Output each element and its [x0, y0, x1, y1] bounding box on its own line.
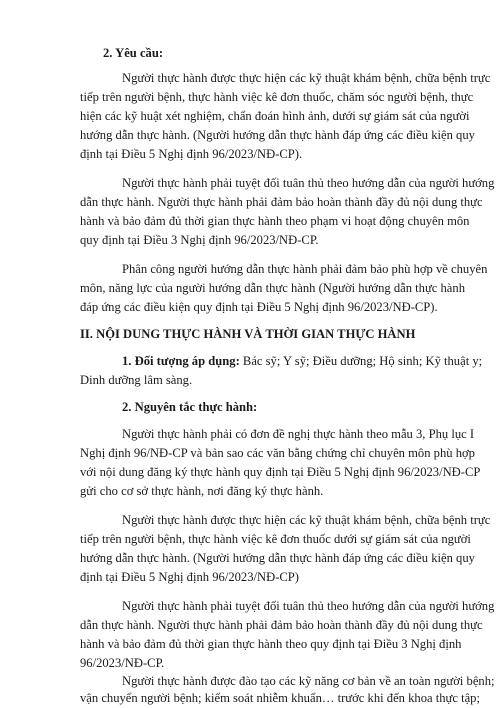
- target-value: Bác sỹ; Y sỹ; Điều dưỡng; Hộ sinh; Kỹ thuật y;: [239, 354, 483, 368]
- paragraph-line: tiếp trên người bệnh, thực hành việc kê đơn thuốc dưới sự giám sát của người: [80, 532, 471, 546]
- paragraph-line: dẫn thực hành. Người thực hành phải đảm bảo hoàn thành đầy đủ nội dung thực: [80, 618, 483, 632]
- requirements-heading: 2. Yêu cầu:: [103, 46, 164, 60]
- paragraph-line: dẫn thực hành. Người thực hành phải đảm bảo hoàn thành đầy đủ nội dung thực: [80, 195, 483, 209]
- paragraph-line: 96/2023/NĐ-CP.: [80, 656, 165, 670]
- paragraph-line: Người thực hành phải tuyệt đối tuân thủ theo hướng dẫn của người hướng: [122, 176, 495, 190]
- paragraph-line: Người thực hành được đào tạo các kỹ năng cơ bản về an toàn người bệnh;: [122, 674, 495, 688]
- paragraph-line: Dinh dưỡng lâm sàng.: [80, 373, 193, 387]
- paragraph-line: Người thực hành được thực hiện các kỹ thuật khám bệnh, chữa bệnh trực: [122, 513, 491, 527]
- section-heading: II. NỘI DUNG THỰC HÀNH VÀ THỜI GIAN THỰC HÀNH: [80, 327, 416, 341]
- paragraph-line: hành và bảo đảm đủ thời gian thực hành theo phạm vi hoạt động chuyên môn: [80, 214, 470, 228]
- principles-heading: 2. Nguyên tắc thực hành:: [122, 400, 258, 414]
- paragraph-line: hướng dẫn thực hành. (Người hướng dẫn thực hành đáp ứng các điều kiện quy: [80, 551, 475, 565]
- paragraph-line: [122, 352, 483, 371]
- paragraph-line: định tại Điều 5 Nghị định 96/2023/NĐ-CP): [80, 570, 299, 584]
- paragraph-line: Người thực hành phải có đơn đề nghị thực hành theo mẫu 3, Phụ lục I: [122, 427, 475, 441]
- paragraph-line: Người thực hành phải tuyệt đối tuân thủ theo hướng dẫn của người hướng: [122, 599, 495, 613]
- paragraph-line: định tại Điều 5 Nghị định 96/2023/NĐ-CP).: [80, 147, 303, 161]
- paragraph-line: gửi cho cơ sở thực hành, nơi đăng ký thực hành.: [80, 484, 324, 498]
- paragraph-line: với nội dung đăng ký thực hành quy định tại Điều 5 Nghị định 96/2023/NĐ-CP: [80, 465, 481, 479]
- paragraph-line: quy định tại Điều 3 Nghị định 96/2023/NĐ-CP.: [80, 233, 319, 247]
- paragraph-line: hướng dẫn thực hành. (Người hướng dẫn thực hành đáp ứng các điều kiện quy: [80, 128, 475, 142]
- paragraph-line: vận chuyển người bệnh; kiểm soát nhiễm khuẩn… trước khi đến khoa thực tập;: [80, 691, 480, 705]
- paragraph-line: tiếp trên người bệnh, thực hành việc kê đơn thuốc, chăm sóc người bệnh, thực: [80, 90, 474, 104]
- target-label: 1. Đối tượng áp dụng:: [122, 354, 240, 368]
- paragraph-line: Người thực hành được thực hiện các kỹ thuật khám bệnh, chữa bệnh trực: [122, 71, 491, 85]
- paragraph-line: Phân công người hướng dẫn thực hành phải đảm bảo phù hợp về chuyên: [122, 262, 488, 276]
- paragraph-line: đáp ứng các điều kiện quy định tại Điều 5 Nghị định 96/2023/NĐ-CP).: [80, 300, 438, 314]
- paragraph-line: môn, năng lực của người hướng dẫn thực hành (Người hướng dẫn thực hành: [80, 281, 465, 295]
- paragraph-line: hành và bảo đảm đủ thời gian thực hành theo quy định tại Điều 3 Nghị định: [80, 637, 462, 651]
- paragraph-line: hiện các kỹ huật xét nghiệm, chẩn đoán hình ảnh, dưới sự giám sát của người: [80, 109, 470, 123]
- paragraph-line: Nghị định 96/NĐ-CP và bản sao các văn bằng chứng chỉ chuyên môn phù hợp: [80, 446, 475, 460]
